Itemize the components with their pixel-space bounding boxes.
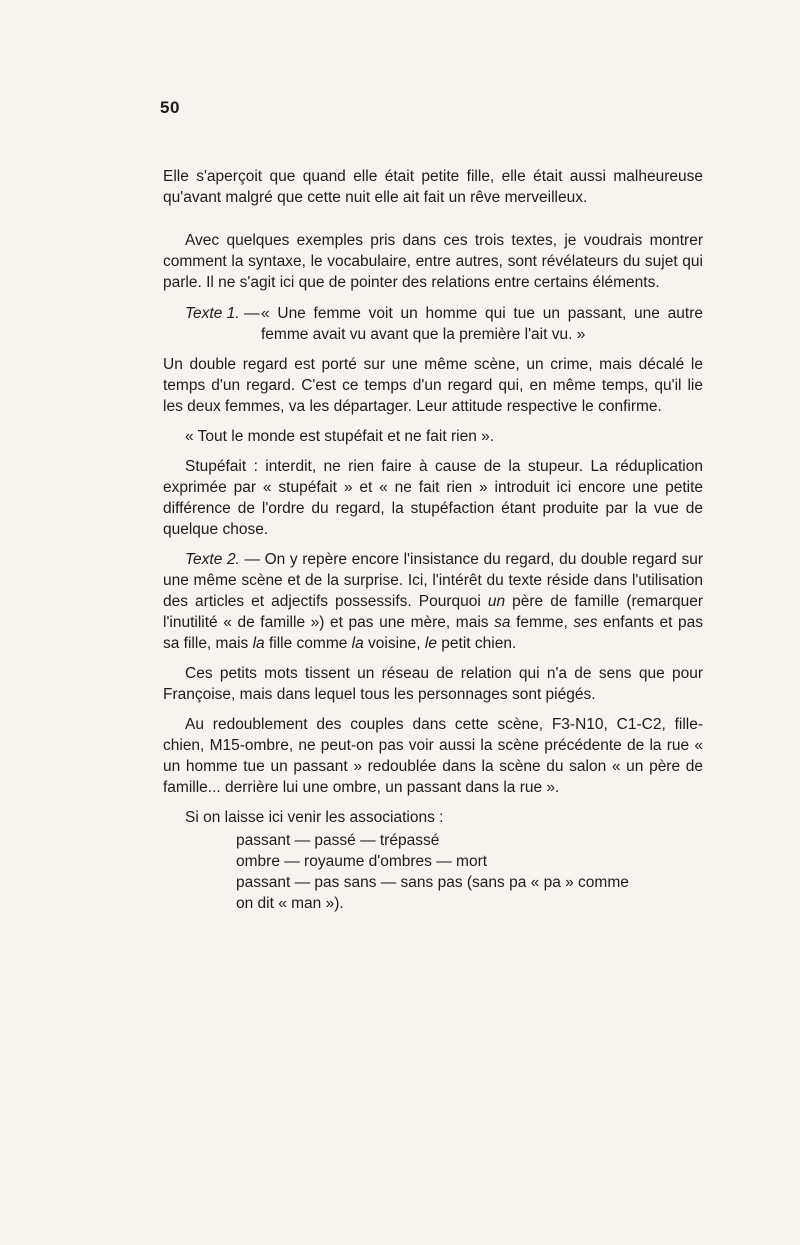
association-line: passant — passé — trépassé	[236, 832, 440, 849]
texte-1-label	[163, 303, 261, 345]
paragraph-stupefait: Stupéfait : interdit, ne rien faire à cause de la stupeur. La réduplication exprimée par « stupéfait » et « ne fait rien » introduit ici encore une petite différence de l'ordre du regard, la stupéfaction étant produite par la vue de quelque chose.	[163, 458, 703, 538]
texte-1-label-text: Texte 1.	[185, 305, 240, 322]
paragraph-redoublement: Au redoublement des couples dans cette scène, F3-N10, C1-C2, fille-chien, M15-ombre, ne peut-on pas voir aussi la scène précédente de la rue « un homme tue un passant » redoublée dans la scène du salon « un père de famille... derrière lui une ombre, un passant dans la rue ».	[163, 716, 703, 796]
paragraph-petits-mots: Ces petits mots tissent un réseau de relation qui n'a de sens que pour Françoise, mais dans lequel tous les personnages sont piégés.	[163, 665, 703, 703]
texte-1-block	[163, 303, 703, 345]
paragraph-double-regard: Un double regard est porté sur une même scène, un crime, mais décalé le temps d'un regard. C'est ce temps d'un regard qui, en même temps, qu'il lie les deux femmes, va les départager. Leur attitude respective le confirme.	[163, 356, 703, 415]
paragraph-texte-2: Texte 2. — On y repère encore l'insistance du regard, du double regard sur une même scène et de la surprise. Ici, l'intérêt du texte réside dans l'utilisation des articles et adjectifs possessifs. Pourquoi un père de famille (remarquer l'inutilité « de famille ») et pas une mère, mais sa femme, ses enfants et pas sa fille, mais la fille comme la voisine, le petit chien.	[163, 551, 703, 652]
texte-1-quote: « Une femme voit un homme qui tue un passant, une autre femme avait vu avant que la première l'ait vu. »	[261, 305, 703, 343]
paragraph-quote-stupefait: « Tout le monde est stupéfait et ne fait rien ».	[185, 428, 495, 445]
association-line: on dit « man »).	[236, 895, 344, 912]
texte-2-label: Texte 2.	[185, 551, 240, 568]
association-line: passant — pas sans — sans pas (sans pa « pa » comme	[236, 874, 629, 891]
paragraph-intro: Avec quelques exemples pris dans ces trois textes, je voudrais montrer comment la syntaxe, le vocabulaire, entre autres, sont révélateurs du sujet qui parle. Il ne s'agit ici que de pointer des relations entre certains éléments.	[163, 232, 703, 291]
page-number: 50	[160, 98, 180, 117]
paragraph-1: Elle s'aperçoit que quand elle était petite fille, elle était aussi malheureuse qu'avant malgré que cette nuit elle ait fait un rêve merveilleux.	[163, 168, 703, 206]
paragraph-associations-intro: Si on laisse ici venir les associations :	[185, 809, 444, 826]
associations-list	[236, 830, 703, 914]
association-line: ombre — royaume d'ombres — mort	[236, 853, 488, 870]
page-body	[163, 166, 703, 914]
texte-1-dash: —	[239, 305, 260, 322]
